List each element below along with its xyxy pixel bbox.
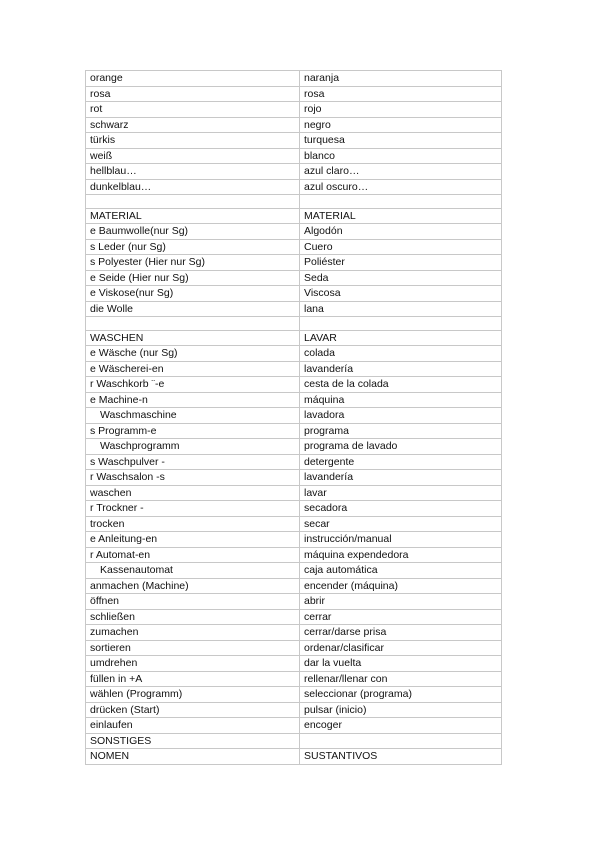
spanish-term-cell: abrir — [300, 594, 502, 610]
german-term-cell: e Wäscherei-en — [86, 361, 300, 377]
german-term-cell: die Wolle — [86, 301, 300, 317]
table-row — [86, 563, 502, 579]
spanish-term-cell: máquina expendedora — [300, 547, 502, 563]
german-term-cell: r Trockner - — [86, 501, 300, 517]
vocabulary-table-body — [86, 71, 502, 765]
german-term-cell: schwarz — [86, 117, 300, 133]
spanish-term-cell: turquesa — [300, 133, 502, 149]
german-term-cell: anmachen (Machine) — [86, 578, 300, 594]
german-term-cell: öffnen — [86, 594, 300, 610]
spanish-term-cell: secadora — [300, 501, 502, 517]
spanish-term-cell: MATERIAL — [300, 208, 502, 224]
table-row — [86, 485, 502, 501]
table-row — [86, 594, 502, 610]
german-term-cell: waschen — [86, 485, 300, 501]
spanish-term-cell: instrucción/manual — [300, 532, 502, 548]
german-term-cell: s Programm-e — [86, 423, 300, 439]
table-row — [86, 317, 502, 331]
spanish-term-cell: lana — [300, 301, 502, 317]
spanish-term-cell: lavadora — [300, 408, 502, 424]
german-term-cell: weiß — [86, 148, 300, 164]
german-term-cell: r Waschsalon -s — [86, 470, 300, 486]
spanish-term-cell: cerrar/darse prisa — [300, 625, 502, 641]
german-term-cell: füllen in +A — [86, 671, 300, 687]
german-term-cell — [86, 317, 300, 331]
german-term-cell: MATERIAL — [86, 208, 300, 224]
table-row — [86, 470, 502, 486]
german-term-cell: s Polyester (Hier nur Sg) — [86, 255, 300, 271]
german-term-cell: drücken (Start) — [86, 702, 300, 718]
spanish-term-cell: programa — [300, 423, 502, 439]
table-row — [86, 609, 502, 625]
spanish-term-cell: colada — [300, 346, 502, 362]
table-row — [86, 270, 502, 286]
spanish-term-cell: detergente — [300, 454, 502, 470]
table-row — [86, 718, 502, 734]
table-row — [86, 377, 502, 393]
german-term-cell: e Baumwolle(nur Sg) — [86, 224, 300, 240]
table-row — [86, 179, 502, 195]
spanish-term-cell: ordenar/clasificar — [300, 640, 502, 656]
german-term-cell: Waschprogramm — [86, 439, 300, 455]
spanish-term-cell — [300, 317, 502, 331]
german-term-cell: WASCHEN — [86, 330, 300, 346]
table-row — [86, 301, 502, 317]
table-row — [86, 578, 502, 594]
german-term-cell: hellblau… — [86, 164, 300, 180]
spanish-term-cell: máquina — [300, 392, 502, 408]
german-term-cell: s Waschpulver - — [86, 454, 300, 470]
german-term-cell: sortieren — [86, 640, 300, 656]
german-term-cell: r Waschkorb ¨-e — [86, 377, 300, 393]
table-row — [86, 687, 502, 703]
spanish-term-cell: lavandería — [300, 470, 502, 486]
table-row — [86, 286, 502, 302]
spanish-term-cell: encoger — [300, 718, 502, 734]
spanish-term-cell: azul claro… — [300, 164, 502, 180]
spanish-term-cell: azul oscuro… — [300, 179, 502, 195]
german-term-cell: e Anleitung-en — [86, 532, 300, 548]
german-term-cell: orange — [86, 71, 300, 87]
table-row — [86, 208, 502, 224]
spanish-term-cell: pulsar (inicio) — [300, 702, 502, 718]
table-row — [86, 532, 502, 548]
table-row — [86, 117, 502, 133]
spanish-term-cell: rellenar/llenar con — [300, 671, 502, 687]
spanish-term-cell: lavandería — [300, 361, 502, 377]
table-row — [86, 195, 502, 209]
spanish-term-cell: caja automática — [300, 563, 502, 579]
spanish-term-cell: seleccionar (programa) — [300, 687, 502, 703]
table-row — [86, 330, 502, 346]
spanish-term-cell: Algodón — [300, 224, 502, 240]
table-row — [86, 392, 502, 408]
table-row — [86, 148, 502, 164]
german-term-cell: einlaufen — [86, 718, 300, 734]
table-row — [86, 501, 502, 517]
table-row — [86, 656, 502, 672]
german-term-cell: e Viskose(nur Sg) — [86, 286, 300, 302]
german-term-cell: s Leder (nur Sg) — [86, 239, 300, 255]
spanish-term-cell — [300, 733, 502, 749]
table-row — [86, 547, 502, 563]
spanish-term-cell: Seda — [300, 270, 502, 286]
table-row — [86, 733, 502, 749]
table-row — [86, 671, 502, 687]
spanish-term-cell: lavar — [300, 485, 502, 501]
spanish-term-cell: Viscosa — [300, 286, 502, 302]
table-row — [86, 454, 502, 470]
table-row — [86, 408, 502, 424]
german-term-cell: rot — [86, 102, 300, 118]
table-row — [86, 702, 502, 718]
german-term-cell — [86, 195, 300, 209]
table-row — [86, 239, 502, 255]
table-row — [86, 439, 502, 455]
spanish-term-cell — [300, 195, 502, 209]
spanish-term-cell: Cuero — [300, 239, 502, 255]
table-row — [86, 86, 502, 102]
table-row — [86, 224, 502, 240]
spanish-term-cell: negro — [300, 117, 502, 133]
german-term-cell: umdrehen — [86, 656, 300, 672]
german-term-cell: rosa — [86, 86, 300, 102]
german-term-cell: dunkelblau… — [86, 179, 300, 195]
table-row — [86, 133, 502, 149]
german-term-cell: r Automat-en — [86, 547, 300, 563]
spanish-term-cell: cesta de la colada — [300, 377, 502, 393]
spanish-term-cell: naranja — [300, 71, 502, 87]
vocabulary-table — [85, 70, 502, 765]
spanish-term-cell: encender (máquina) — [300, 578, 502, 594]
table-row — [86, 164, 502, 180]
spanish-term-cell: cerrar — [300, 609, 502, 625]
table-row — [86, 423, 502, 439]
german-term-cell: türkis — [86, 133, 300, 149]
spanish-term-cell: dar la vuelta — [300, 656, 502, 672]
spanish-term-cell: secar — [300, 516, 502, 532]
german-term-cell: e Wäsche (nur Sg) — [86, 346, 300, 362]
spanish-term-cell: Poliéster — [300, 255, 502, 271]
table-row — [86, 255, 502, 271]
german-term-cell: SONSTIGES — [86, 733, 300, 749]
german-term-cell: wählen (Programm) — [86, 687, 300, 703]
spanish-term-cell: rojo — [300, 102, 502, 118]
german-term-cell: Kassenautomat — [86, 563, 300, 579]
german-term-cell: trocken — [86, 516, 300, 532]
table-row — [86, 625, 502, 641]
spanish-term-cell: programa de lavado — [300, 439, 502, 455]
german-term-cell: zumachen — [86, 625, 300, 641]
table-row — [86, 102, 502, 118]
table-row — [86, 640, 502, 656]
german-term-cell: schließen — [86, 609, 300, 625]
table-row — [86, 516, 502, 532]
spanish-term-cell: rosa — [300, 86, 502, 102]
german-term-cell: Waschmaschine — [86, 408, 300, 424]
table-row — [86, 346, 502, 362]
table-row — [86, 361, 502, 377]
german-term-cell: e Machine-n — [86, 392, 300, 408]
german-term-cell: NOMEN — [86, 749, 300, 765]
german-term-cell: e Seide (Hier nur Sg) — [86, 270, 300, 286]
spanish-term-cell: blanco — [300, 148, 502, 164]
table-row — [86, 71, 502, 87]
table-row — [86, 749, 502, 765]
spanish-term-cell: LAVAR — [300, 330, 502, 346]
spanish-term-cell: SUSTANTIVOS — [300, 749, 502, 765]
